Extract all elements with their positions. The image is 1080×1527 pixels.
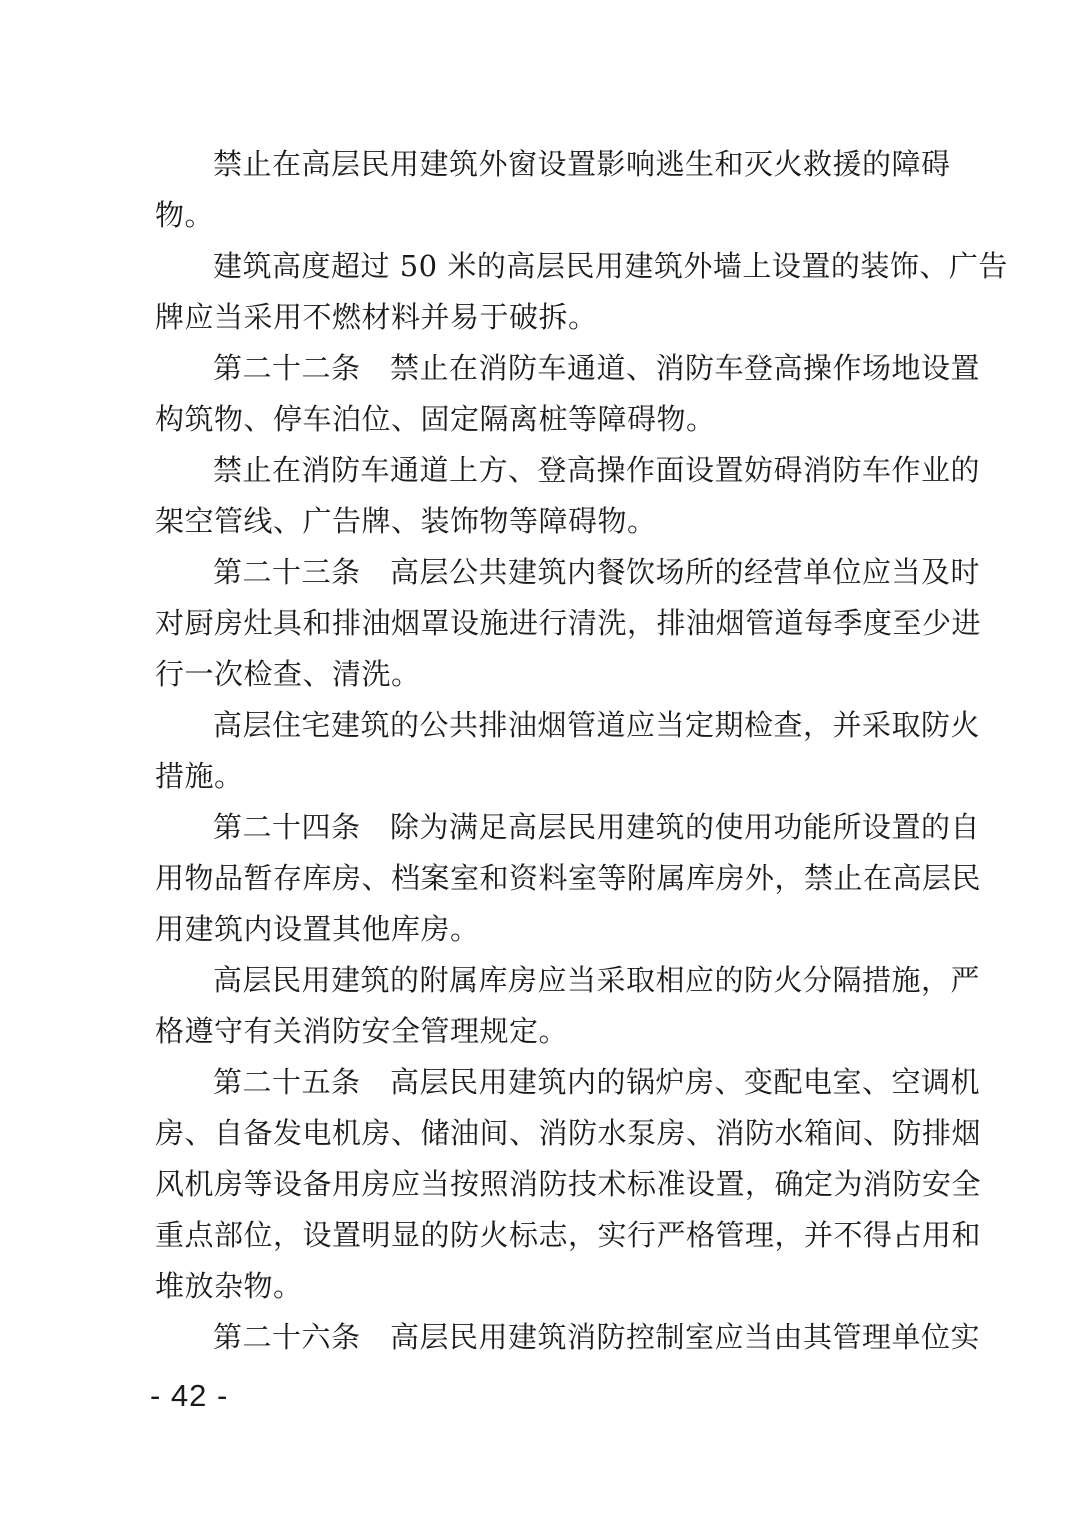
text-line: 堆放杂物。 [155,1269,303,1303]
text-line: 重点部位，设置明显的防火标志，实行严格管理，并不得占用和 [155,1218,982,1252]
text-line: 建筑高度超过 50 米的高层民用建筑外墙上设置的装饰、广告 [213,249,1008,283]
text-line: 用物品暂存库房、档案室和资料室等附属库房外，禁止在高层民 [155,861,982,895]
text-line: 架空管线、广告牌、装饰物等障碍物。 [155,504,657,538]
text-line: 第二十六条 高层民用建筑消防控制室应当由其管理单位实 [213,1320,981,1354]
text-line: 禁止在高层民用建筑外窗设置影响逃生和灭火救援的障碍 [213,147,951,181]
text-line: 风机房等设备用房应当按照消防技术标准设置，确定为消防安全 [155,1167,982,1201]
text-line: 禁止在消防车通道上方、登高操作面设置妨碍消防车作业的 [213,453,981,487]
text-line: 房、自备发电机房、储油间、消防水泵房、消防水箱间、防排烟 [155,1116,982,1150]
text-line: 对厨房灶具和排油烟罩设施进行清洗，排油烟管道每季度至少进 [155,606,982,640]
text-line: 格遵守有关消防安全管理规定。 [155,1014,569,1048]
text-line: 物。 [155,198,215,232]
text-line: 用建筑内设置其他库房。 [155,912,480,946]
text-line: 构筑物、停车泊位、固定隔离桩等障碍物。 [155,402,716,436]
page-number: - 42 - [150,1378,229,1413]
text-line: 措施。 [155,759,244,793]
text-line: 第二十五条 高层民用建筑内的锅炉房、变配电室、空调机 [213,1065,981,1099]
text-line: 高层住宅建筑的公共排油烟管道应当定期检查，并采取防火 [213,708,981,742]
text-line: 高层民用建筑的附属库房应当采取相应的防火分隔措施，严 [213,963,981,997]
text-line: 牌应当采用不燃材料并易于破拆。 [155,300,598,334]
text-line: 第二十二条 禁止在消防车通道、消防车登高操作场地设置 [213,351,981,385]
text-line: 第二十四条 除为满足高层民用建筑的使用功能所设置的自 [213,810,981,844]
text-line: 第二十三条 高层公共建筑内餐饮场所的经营单位应当及时 [213,555,981,589]
text-line: 行一次检查、清洗。 [155,657,421,691]
